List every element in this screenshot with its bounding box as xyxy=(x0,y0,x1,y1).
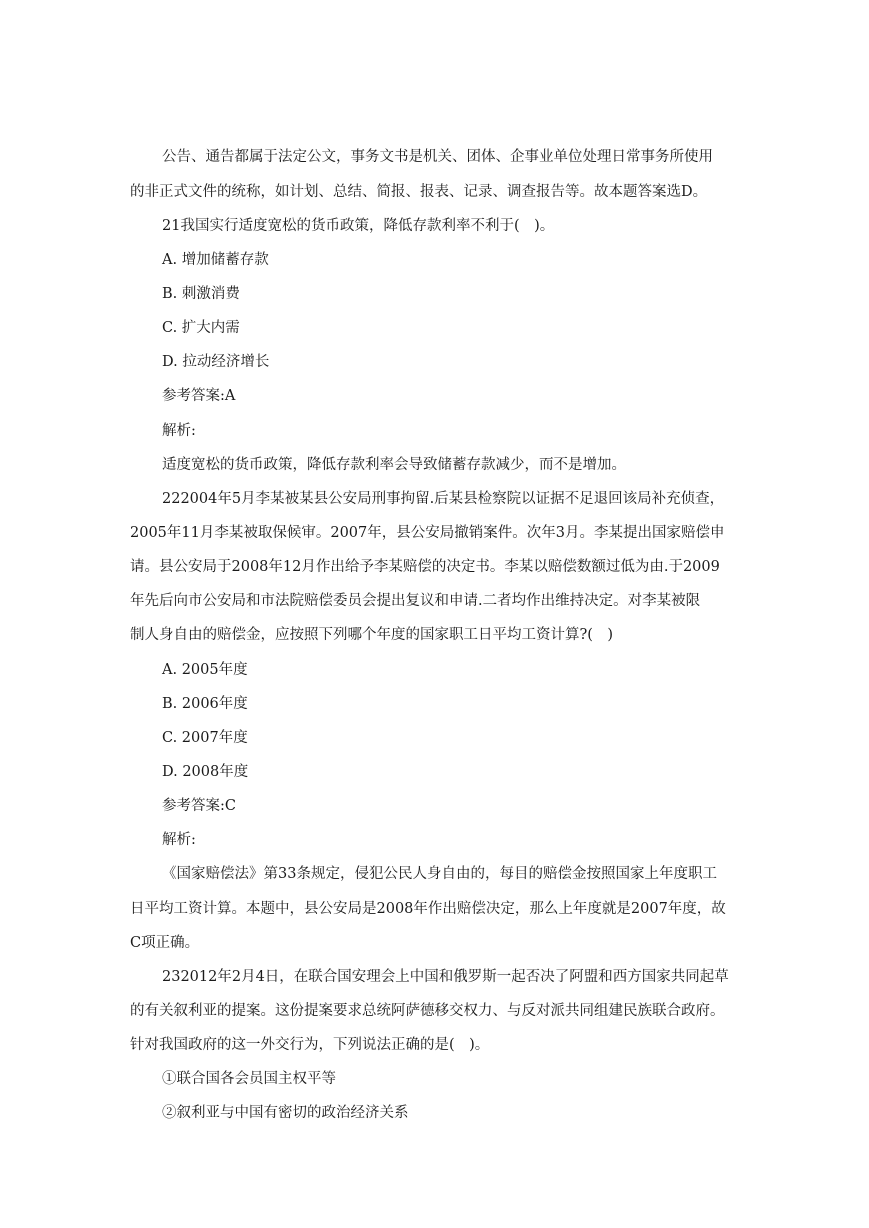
paragraph-line: 2005年11月李某被取保候审。2007年，县公安局撤销案件。次年3月。李某提出国家赔偿申 xyxy=(130,525,725,541)
paragraph-line: 针对我国政府的这一外交行为，下列说法正确的是( )。 xyxy=(130,1037,490,1053)
paragraph-line: 年先后向市公安局和市法院赔偿委员会提出复议和申请.二者均作出维持决定。对李某被限 xyxy=(130,593,701,609)
paragraph-line: 制人身自由的赔偿金，应按照下列哪个年度的国家职工日平均工资计算?( ) xyxy=(130,627,614,643)
paragraph-line: 日平均工资计算。本题中，县公安局是2008年作出赔偿决定，那么上年度就是2007年度，故 xyxy=(130,901,726,917)
answer-line: 参考答案:A xyxy=(162,388,236,404)
analysis-label: 解析: xyxy=(162,423,196,439)
paragraph-line: 的非正式文件的统称，如计划、总结、简报、报表、记录、调查报告等。故本题答案选D。 xyxy=(130,184,708,200)
option-d: D. 拉动经济增长 xyxy=(162,354,270,370)
question-22-stem: 222004年5月李某被某县公安局刑事拘留.后某县检察院以证据不足退回该局补充侦查， xyxy=(162,491,725,507)
option-c: C. 扩大内需 xyxy=(162,320,240,336)
answer-line: 参考答案:C xyxy=(162,798,236,814)
option-b: B. 2006年度 xyxy=(162,696,248,712)
option-c: C. 2007年度 xyxy=(162,730,248,746)
option-b: B. 刺激消费 xyxy=(162,286,240,302)
analysis-text: 《国家赔偿法》第33条规定，侵犯公民人身自由的，每目的赔偿金按照国家上年度职工 xyxy=(162,866,717,882)
analysis-label: 解析: xyxy=(162,832,196,848)
paragraph-line: 的有关叙利亚的提案。这份提案要求总统阿萨德移交权力、与反对派共同组建民族联合政府。 xyxy=(130,1003,725,1019)
question-21-stem: 21我国实行适度宽松的货币政策，降低存款利率不利于( )。 xyxy=(162,218,555,234)
paragraph-line: 请。县公安局于2008年12月作出给予李某赔偿的决定书。李某以赔偿数额过低为由.于2009 xyxy=(130,559,720,575)
option-a: A. 2005年度 xyxy=(162,662,248,678)
question-23-stem: 232012年2月4日，在联合国安理会上中国和俄罗斯一起否决了阿盟和西方国家共同起草 xyxy=(162,969,729,985)
option-a: A. 增加储蓄存款 xyxy=(162,252,269,268)
option-d: D. 2008年度 xyxy=(162,764,249,780)
list-item: ②叙利亚与中国有密切的政治经济关系 xyxy=(162,1105,409,1121)
list-item: ①联合国各会员国主权平等 xyxy=(162,1071,336,1087)
analysis-text: 适度宽松的货币政策，降低存款利率会导致储蓄存款减少，而不是增加。 xyxy=(162,457,626,473)
paragraph-line: 公告、通告都属于法定公文，事务文书是机关、团体、企事业单位处理日常事务所使用 xyxy=(162,149,713,165)
paragraph-line: C项正确。 xyxy=(130,935,200,951)
